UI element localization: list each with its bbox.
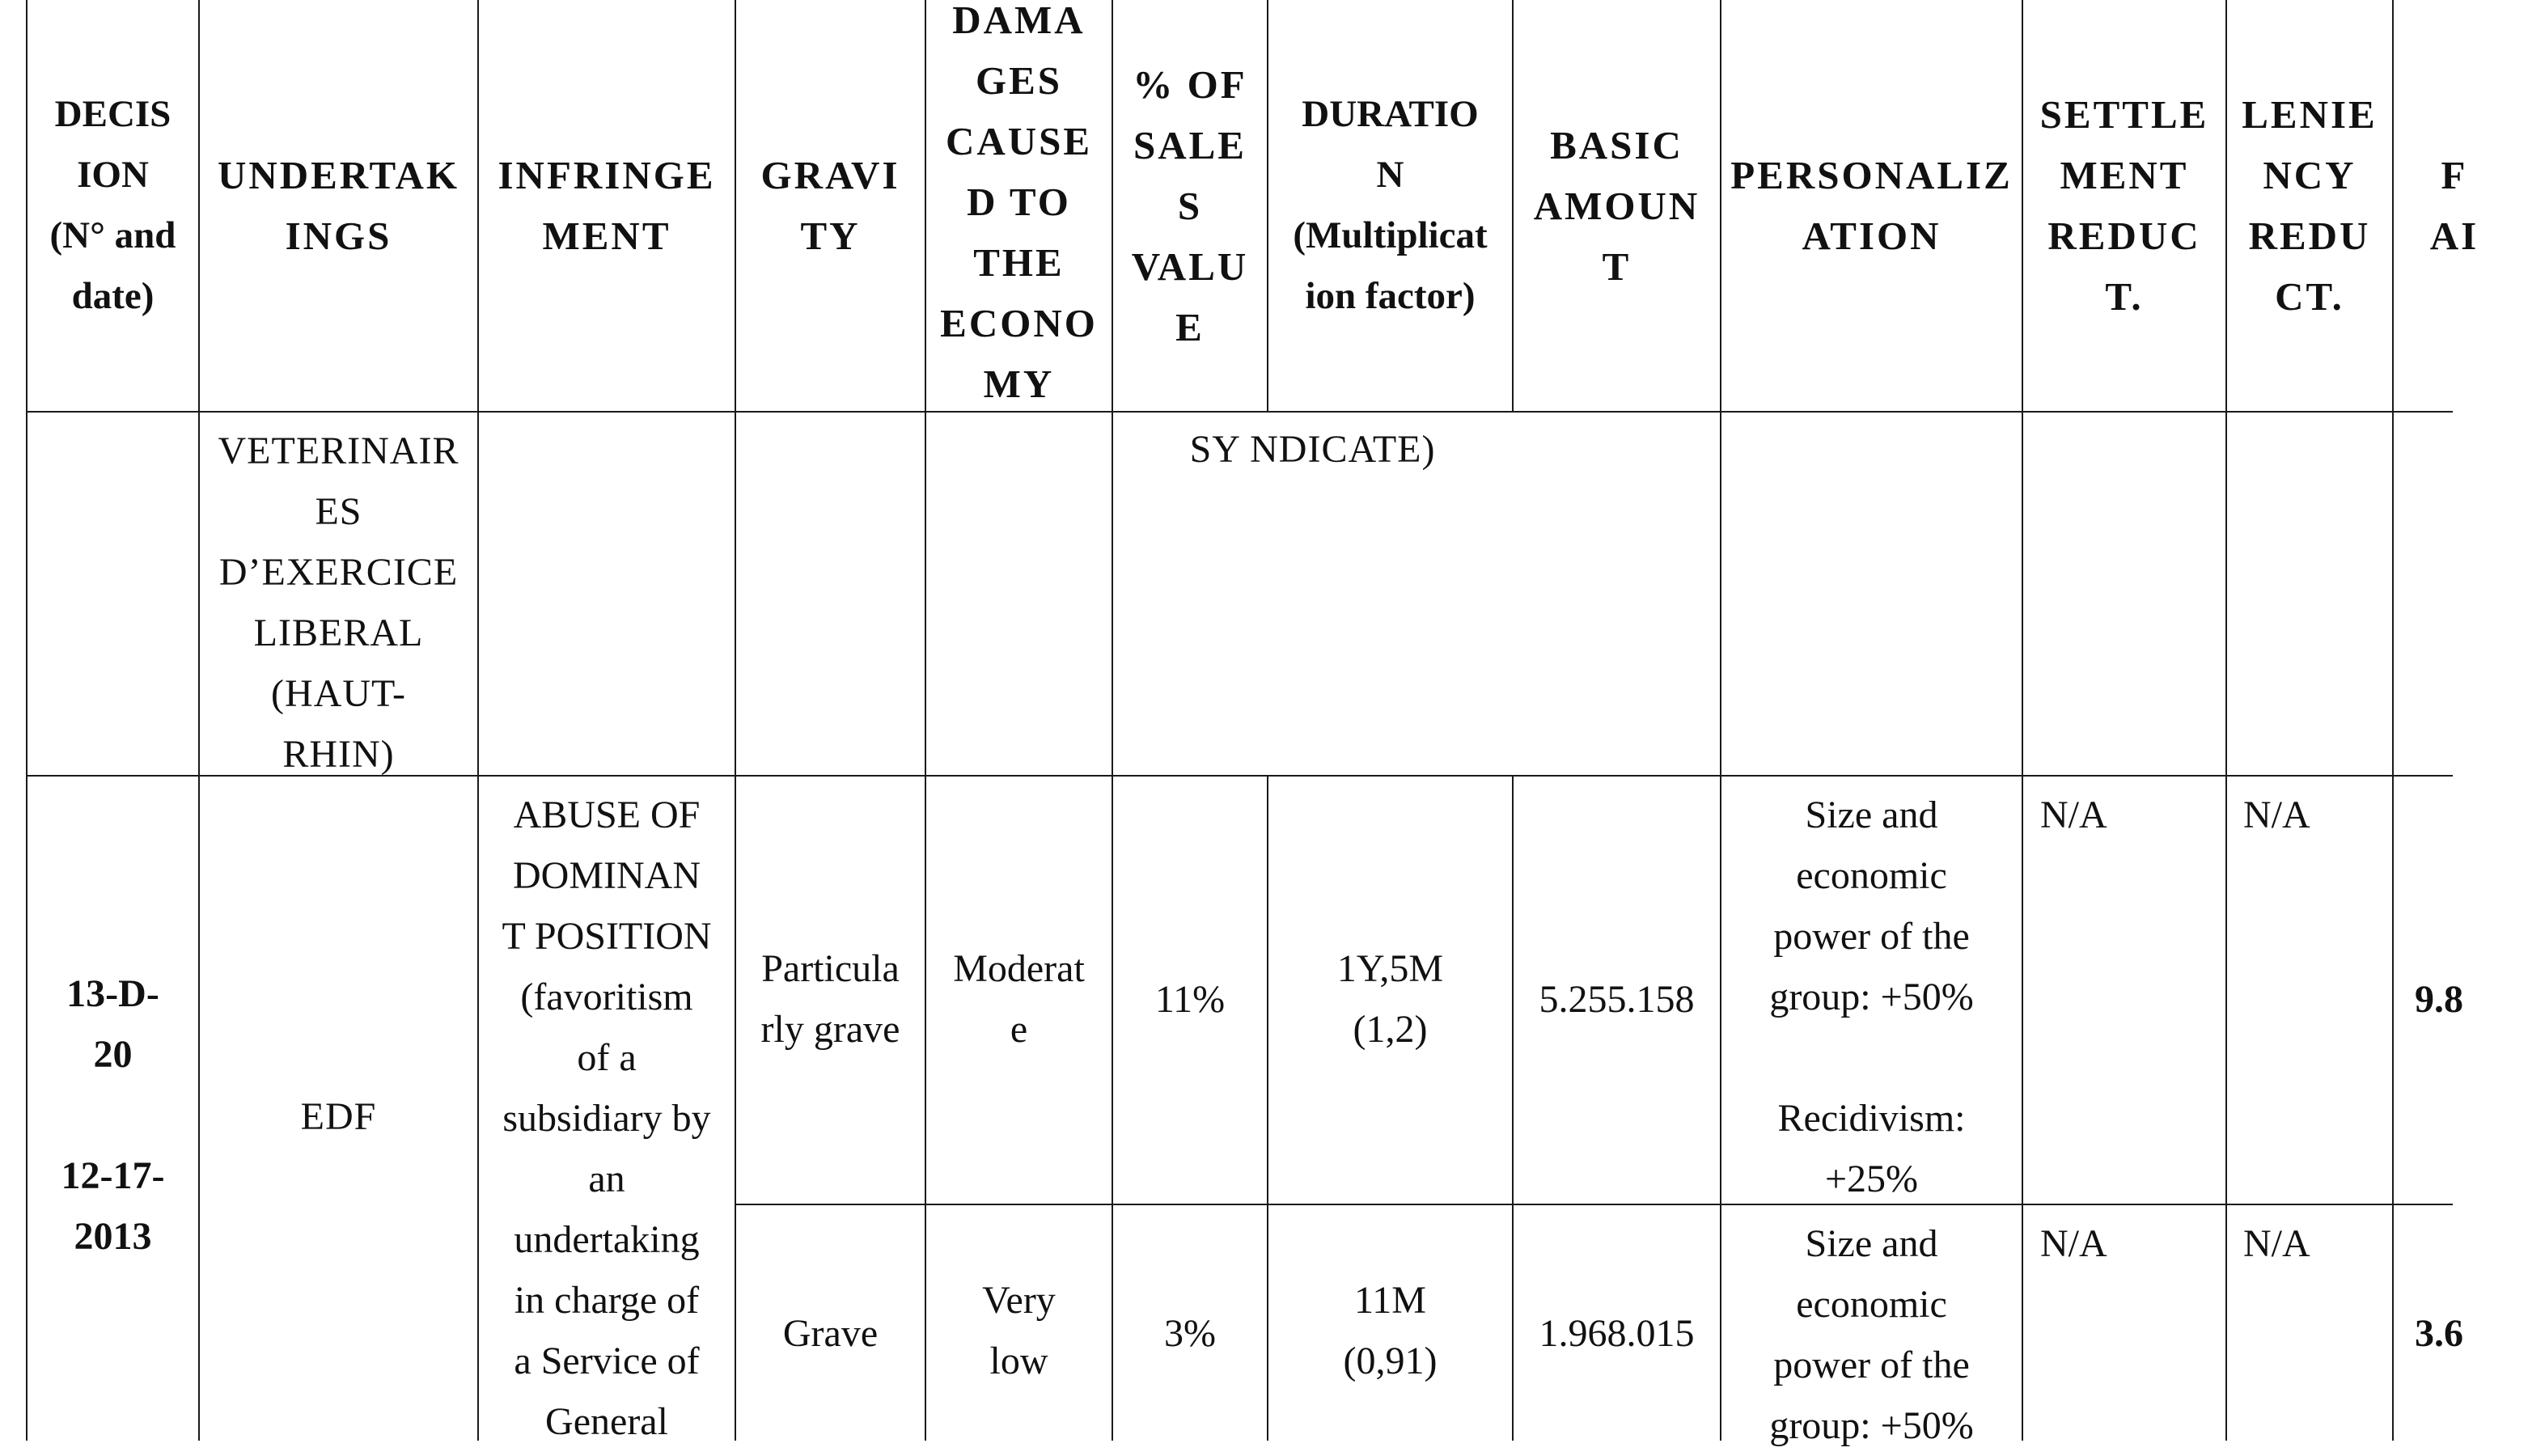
sub1-personalization-text: Size and economic power of the group: +50% Recidivism: +25% — [1769, 794, 1974, 1200]
header-gravity-text: GRAVI TY — [760, 153, 900, 258]
header-leniency-text: LENIE NCY REDU CT. — [2242, 92, 2378, 319]
sub1-leniency-text: N/A — [2243, 794, 2310, 836]
header-undertakings — [200, 0, 477, 411]
sub1-basic — [1514, 967, 1720, 1031]
decision-date: 12-17- 2013 — [61, 1153, 165, 1258]
sub2-final — [2415, 1301, 2528, 1365]
sub2-settlement — [2040, 1213, 2225, 1278]
header-personalization — [1721, 0, 2022, 411]
sub1-duration-text: 1Y,5M (1,2) — [1336, 947, 1444, 1051]
sub1-sales — [1113, 967, 1267, 1031]
sub2-damages — [926, 1270, 1112, 1391]
sub2-personalization — [1721, 1213, 2022, 1456]
header-settlement-text: SETTLE MENT REDUC T. — [2039, 92, 2209, 319]
header-final-amount-text: F AI — [2429, 153, 2479, 258]
header-basic-amount — [1514, 0, 1720, 411]
sub2-duration — [1268, 1270, 1512, 1391]
decision-number: 13-D- 20 — [66, 971, 159, 1076]
row2-undertaking — [200, 1084, 477, 1149]
row1-undertakings — [200, 421, 477, 775]
sub1-damages-text: Moderat e — [953, 947, 1085, 1051]
row-divider — [26, 411, 2453, 413]
header-damages-text: DAMA GES CAUSE D TO THE ECONO MY — [940, 0, 1098, 406]
sub2-leniency — [2243, 1213, 2392, 1278]
sub1-sales-text: 11% — [1154, 977, 1226, 1021]
sub1-leniency — [2243, 785, 2392, 849]
sub2-duration-text: 11M (0,91) — [1343, 1279, 1438, 1382]
row2-undertaking-text: EDF — [300, 1094, 377, 1138]
header-undertakings-text: UNDERTAK INGS — [217, 153, 460, 258]
sub1-settlement-text: N/A — [2040, 794, 2107, 836]
sub2-basic-text: 1.968.015 — [1539, 1311, 1695, 1355]
sub2-damages-text: Very low — [982, 1279, 1056, 1382]
sub1-settlement — [2040, 785, 2225, 849]
sub1-final-text: 9.8 — [2415, 977, 2463, 1021]
header-settlement — [2023, 0, 2225, 411]
sub1-basic-text: 5.255.158 — [1539, 977, 1695, 1021]
sub2-gravity-text: Grave — [782, 1311, 879, 1355]
header-final-amount — [2394, 0, 2515, 411]
sub1-damages — [926, 938, 1112, 1060]
row1-note-text: SY NDICATE) — [1189, 428, 1436, 471]
sub1-duration — [1268, 938, 1512, 1060]
sub1-personalization — [1721, 785, 2022, 1204]
sub2-gravity — [736, 1301, 925, 1365]
header-leniency — [2227, 0, 2392, 411]
row1-note — [1113, 419, 1512, 484]
header-infringement — [479, 0, 735, 411]
header-sales-value-text: % OF SALE S VALU E — [1131, 61, 1249, 349]
header-basic-amount-text: BASIC AMOUN T — [1533, 122, 1700, 289]
header-decision — [28, 0, 198, 411]
sub2-personalization-text: Size and economic power of the group: +50% — [1769, 1222, 1974, 1447]
sub2-basic — [1514, 1301, 1720, 1365]
header-gravity — [736, 0, 925, 411]
sub1-gravity-text: Particula rly grave — [760, 947, 900, 1051]
header-personalization-text: PERSONALIZ ATION — [1730, 153, 2013, 258]
header-infringement-text: INFRINGE MENT — [498, 153, 716, 258]
sub1-gravity — [736, 938, 925, 1060]
row1-undertakings-text: VETERINAIR ES D’EXERCICE LIBERAL (HAUT- RHIN) — [218, 430, 459, 776]
header-decision-text: DECIS ION (N° and date) — [49, 93, 176, 317]
sub2-final-text: 3.6 — [2415, 1311, 2463, 1355]
row2-decision — [28, 969, 198, 1260]
sub2-sales-text: 3% — [1164, 1311, 1216, 1355]
row2-infringement-text: ABUSE OF DOMINAN T POSITION (favoritism of a subsidiary by an undertaking in charge of a Service of General — [502, 794, 712, 1443]
row-divider — [735, 1204, 2453, 1205]
row2-infringement — [479, 785, 735, 1441]
sub1-final — [2415, 967, 2528, 1031]
sub2-settlement-text: N/A — [2040, 1222, 2107, 1265]
header-duration — [1268, 0, 1512, 411]
sub2-leniency-text: N/A — [2243, 1222, 2310, 1265]
header-damages — [926, 0, 1112, 411]
header-sales-value — [1113, 0, 1267, 411]
sub2-sales — [1113, 1301, 1267, 1365]
header-duration-text: DURATIO N (Multiplicat ion factor) — [1293, 93, 1488, 317]
